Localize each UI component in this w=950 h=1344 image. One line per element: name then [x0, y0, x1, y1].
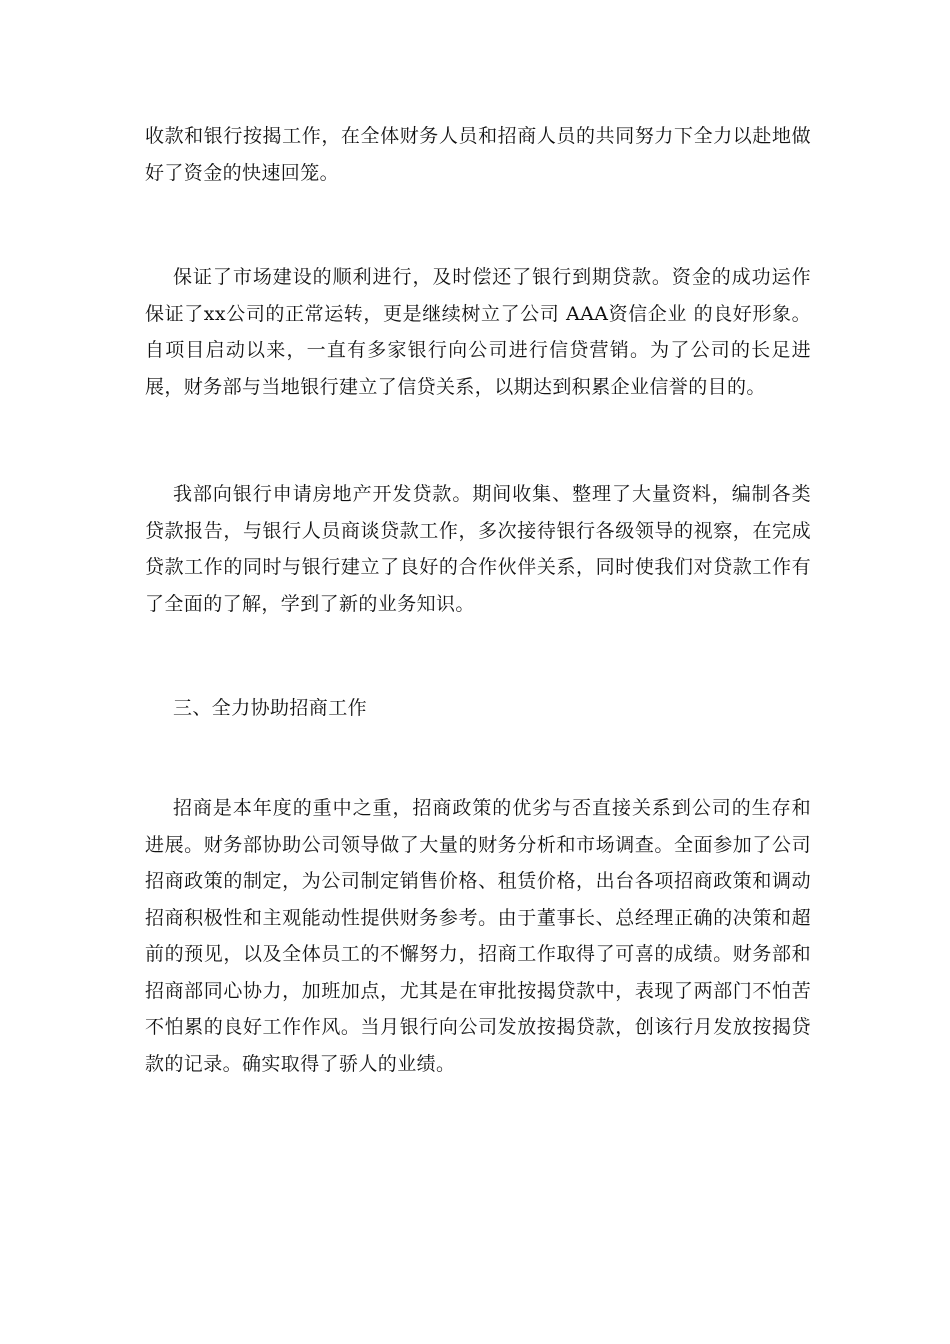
paragraph-investment-attraction: 招商是本年度的重中之重，招商政策的优劣与否直接关系到公司的生存和进展。财务部协助公司领导做了大量的财务分析和市场调查。全面参加了公司招商政策的制定，为公司制定销售价格、租赁价格，出台各项招商政策和调动招商积极性和主观能动性提供财务参考。由于董事长、总经理正确的决策和超前的预见，以及全体员工的不懈努力，招商工作取得了可喜的成绩。财务部和招商部同心协力，加班加点，尤其是在审批按揭贷款中，表现了两部门不怕苦不怕累的良好工作作风。当月银行向公司发放按揭贷款，创该行月发放按揭贷款的记录。确实取得了骄人的业绩。 [145, 797, 811, 1075]
paragraph-loan-application: 我部向银行申请房地产开发贷款。期间收集、整理了大量资料，编制各类贷款报告，与银行人员商谈贷款工作，多次接待银行各级领导的视察，在完成贷款工作的同时与银行建立了良好的合作伙伴关系，同时使我们对贷款工作有了全面的了解，学到了新的业务知识。 [145, 483, 811, 615]
paragraph-continued: 收款和银行按揭工作，在全体财务人员和招商人员的共同努力下全力以赴地做好了资金的快速回笼。 [145, 125, 811, 184]
paragraph-loan-repayment: 保证了市场建设的顺利进行，及时偿还了银行到期贷款。资金的成功运作保证了xx公司的正常运转，更是继续树立了公司 AAA资信企业 的良好形象。自项目启动以来，一直有多家银行向公司进行信贷营销。为了公司的长足进展，财务部与当地银行建立了信贷关系，以期达到积累企业信誉的目的。 [145, 266, 811, 398]
section-heading: 三、全力协助招商工作 [173, 697, 368, 719]
